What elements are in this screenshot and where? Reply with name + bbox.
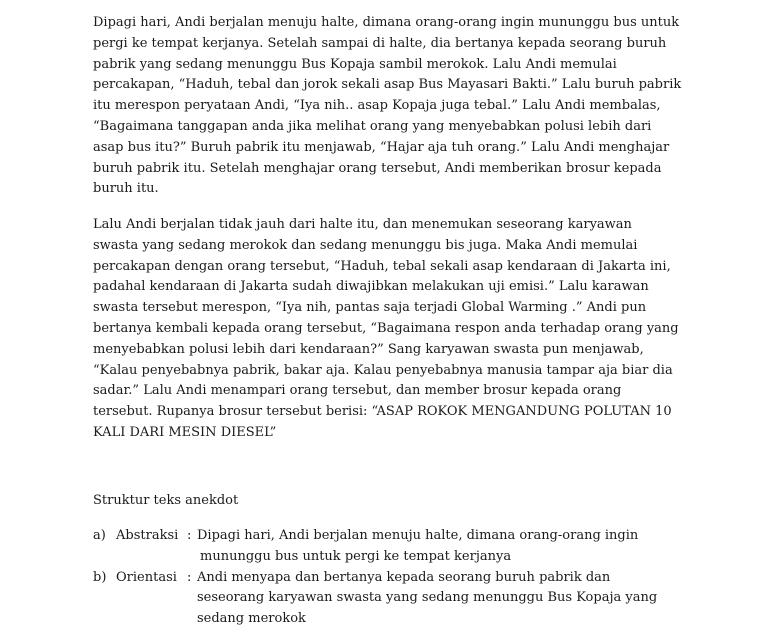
item-letter: a) — [93, 528, 106, 543]
item-description-line: seseorang karyawan swasta yang sedang menunggu Bus Kopaja yang — [197, 590, 658, 606]
paragraph-line: menyebabkan polusi lebih dari kendaraan?” Sang karyawan swasta pun menjawab, — [93, 341, 644, 357]
item-description-line: Dipagi hari, Andi berjalan menuju halte, dimana orang-orang ingin — [197, 528, 639, 543]
paragraph-line: asap bus itu?” Buruh pabrik itu menjawab, “Hajar aja tuh orang.” Lalu Andi menghajar — [93, 139, 670, 155]
item-label: Orientasi — [116, 569, 177, 585]
paragraph-line: KALI DARI MESIN DIESEL” — [93, 424, 277, 440]
paragraph-line: percakapan dengan orang tersebut, “Haduh, tebal sekali asap kendaraan di Jakarta ini, — [93, 258, 671, 274]
structure-item-continuation — [93, 547, 693, 568]
item-description-line: mununggu bus untuk pergi ke tempat kerjanya — [200, 548, 512, 564]
structure-item-abstraksi — [93, 526, 693, 547]
structure-item-continuation — [93, 609, 693, 630]
paragraph-line: “Kalau penyebabnya pabrik, bakar aja. Kalau penyebabnya manusia tampar aja biar dia — [93, 362, 673, 378]
structure-heading: Struktur teks anekdot — [93, 493, 239, 508]
paragraph-line: bertanya kembali kepada orang tersebut, “Bagaimana respon anda terhadap orang yang — [93, 320, 679, 336]
narrative-paragraph-1 — [93, 13, 682, 200]
paragraph-line: buruh pabrik itu. Setelah menghajar orang tersebut, Andi memberikan brosur kepada — [93, 160, 662, 176]
structure-item-continuation — [93, 588, 693, 609]
narrative-paragraph-2 — [93, 215, 679, 444]
item-colon: : — [187, 528, 192, 543]
item-label: Abstraksi — [116, 528, 179, 543]
paragraph-line: padahal kendaraan di Jakarta sudah diwajibkan melakukan uji emisi.” Lalu karawan — [93, 279, 649, 295]
paragraph-line: pergi ke tempat kerjanya. Setelah sampai di halte, dia bertanya kepada seorang buruh — [93, 35, 667, 51]
paragraph-line: swasta tersebut merespon, “Iya nih, pantas saja terjadi Global Warming .” Andi pun — [93, 300, 647, 316]
paragraph-line: swasta yang sedang merokok dan sedang menunggu bis juga. Maka Andi memulai — [93, 237, 638, 253]
item-colon: : — [187, 569, 192, 585]
structure-item-orientasi — [93, 568, 693, 589]
paragraph-line: Lalu Andi berjalan tidak jauh dari halte itu, dan menemukan seseorang karyawan — [93, 217, 632, 232]
item-letter: b) — [93, 569, 107, 585]
paragraph-line: sadar.” Lalu Andi menampari orang tersebut, dan member brosur kepada orang — [93, 383, 622, 399]
paragraph-line: Dipagi hari, Andi berjalan menuju halte, dimana orang-orang ingin mununggu bus untuk — [93, 15, 680, 30]
paragraph-line: “Bagaimana tanggapan anda jika melihat orang yang menyebabkan polusi lebih dari — [93, 118, 652, 134]
paragraph-line: buruh itu. — [93, 181, 159, 197]
item-description-line: sedang merokok — [197, 611, 306, 627]
paragraph-line: itu merespon peryataan Andi, “Iya nih.. asap Kopaja juga tebal.” Lalu Andi membalas, — [93, 98, 661, 114]
paragraph-line: percakapan, “Haduh, tebal dan jorok sekali asap Bus Mayasari Bakti.” Lalu buruh pabrik — [93, 77, 682, 93]
paragraph-line: pabrik yang sedang menunggu Bus Kopaja sambil merokok. Lalu Andi memulai — [93, 56, 617, 72]
structure-list — [93, 526, 693, 630]
item-description-line: Andi menyapa dan bertanya kepada seorang buruh pabrik dan — [197, 569, 611, 585]
paragraph-line: tersebut. Rupanya brosur tersebut berisi: “ASAP ROKOK MENGANDUNG POLUTAN 10 — [93, 404, 672, 420]
